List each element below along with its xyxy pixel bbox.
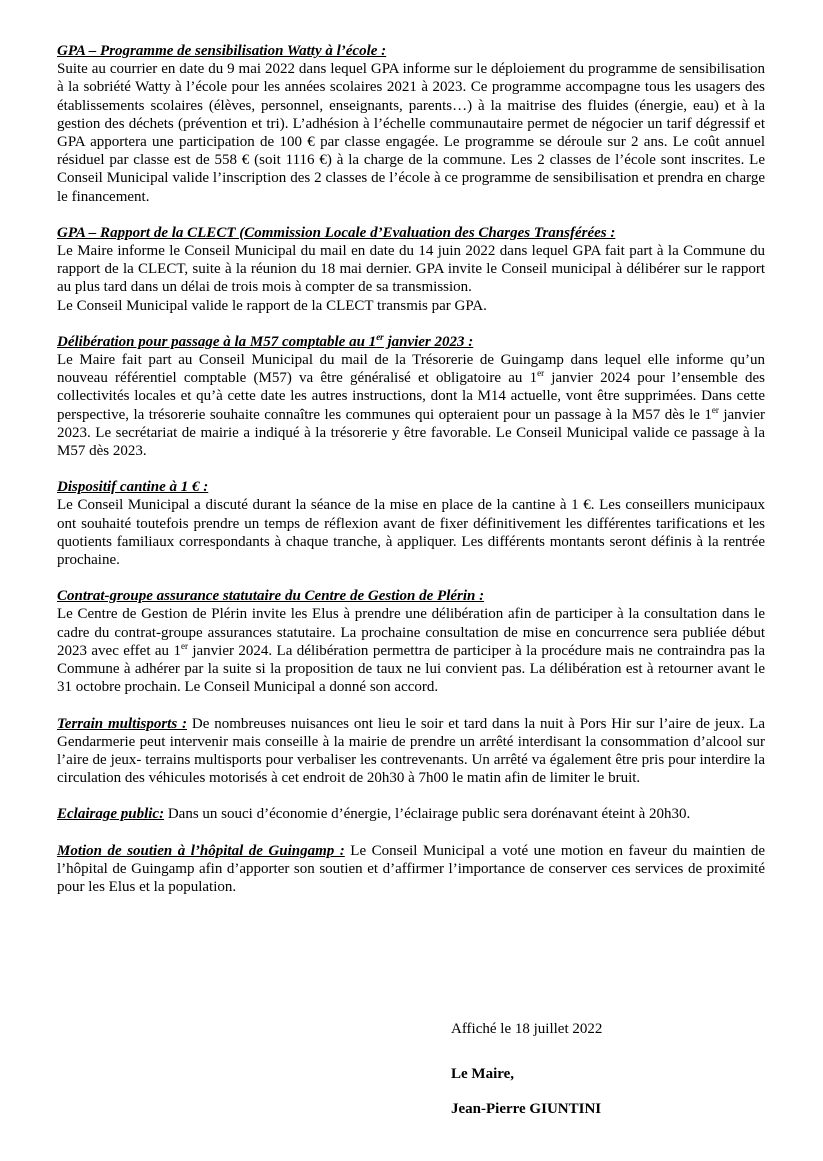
section-paragraph: Motion de soutien à l’hôpital de Guingamp : Le Conseil Municipal a voté une motion en faveur du maintien de l’hôpital de Guingamp afin d’apporter son soutien et d’affirmer l’importance de conserver ces services de proximité pour les Elus et la population. xyxy=(57,842,766,895)
section-cantine xyxy=(57,478,765,569)
signatory-role: Le Maire, xyxy=(451,1066,515,1082)
section-eclairage xyxy=(57,805,765,823)
section-heading: Dispositif cantine à 1 € : xyxy=(57,479,209,496)
section-assurance xyxy=(57,587,765,696)
section-paragraph: Terrain multisports : De nombreuses nuisances ont lieu le soir et tard dans la nuit à Pors Hir sur l’aire de jeux. La Gendarmerie peut intervenir mais conseille à la mairie de prendre un arrêté interdisant la consommation d’alcool sur l’aire de jeux- terrains multisports pour verbaliser les contrevenants. Un arrêté va également être pris pour interdire la circulation des véhicules motorisés à cet endroit de 20h30 à 7h00 le matin afin de limiter le bruit. xyxy=(57,715,765,787)
section-watty xyxy=(57,42,765,206)
section-paragraph: Suite au courrier en date du 9 mai 2022 dans lequel GPA informe sur le déploiement du programme de sensibilisation à la sobriété Watty à l’école pour les années scolaires 2021 à 2023. Ce programme accompagne tous les usagers des établissements scolaires (élèves, personnel, enseignants, parents…) à la maitrise des fluides (énergie, eau) et à la gestion des déchets (prévention et tri). L’adhésion à l’échelle communautaire permet de négocier un tarif dégressif et GPA apportera une participation de 100 € par classe engagée. Le programme se déroule sur 2 ans. Le coût annuel résiduel par classe est de 558 € (soit 1116 €) à la charge de la commune. Les 2 classes de l’école sont inscrites. Le Conseil Municipal valide l’inscription des 2 classes de l’école à ce programme de sensibilisation et prendra en charge le financement. xyxy=(57,61,765,205)
section-heading: GPA – Rapport de la CLECT (Commission Locale d’Evaluation des Charges Transférées : xyxy=(57,224,616,241)
posted-date: Affiché le 18 juillet 2022 xyxy=(451,1021,603,1037)
section-heading: Motion de soutien à l’hôpital de Guingamp : xyxy=(57,842,345,859)
section-multisports xyxy=(57,715,765,788)
section-motion xyxy=(57,842,765,897)
section-paragraph: Le Conseil Municipal a discuté durant la séance de la mise en place de la cantine à 1 €. Les conseillers municipaux ont souhaité toutefois prendre un temps de réflexion avant de fixer définitivement les différentes tarifications et les quotients familiaux correspondants à chaque tranche, à appliquer. Les différents montants seront définis à la rentrée prochaine. xyxy=(57,497,765,569)
section-heading: Eclairage public: xyxy=(57,806,165,823)
document-body xyxy=(57,42,765,914)
signatory-name: Jean-Pierre GIUNTINI xyxy=(451,1101,602,1117)
section-heading: Contrat-groupe assurance statutaire du Centre de Gestion de Plérin : xyxy=(57,588,485,605)
section-heading: Terrain multisports : xyxy=(57,715,188,732)
section-m57 xyxy=(57,333,765,460)
section-paragraph: Le Maire informe le Conseil Municipal du mail en date du 14 juin 2022 dans lequel GPA fait part à la Commune du rapport de la CLECT, suite à la réunion du 18 mai dernier. GPA invite le Conseil municipal à délibérer sur le rapport au plus tard dans un délai de trois mois à compter de sa transmission. xyxy=(57,243,765,296)
section-heading: GPA – Programme de sensibilisation Watty à l’école : xyxy=(57,43,387,59)
section-paragraph: Le Centre de Gestion de Plérin invite les Elus à prendre une délibération afin de participer à la consultation dans le cadre du contrat-groupe assurances statutaire. La prochaine consultation de mise en concurrence sera publiée début 2023 avec effet au 1er janvier 2024. La délibération permettra de participer à la procédure mais ne contraindra pas la Commune à adhérer par la suite si la proposition de taux ne lui convient pas. La délibération est à retourner avant le 31 octobre prochain. Le Conseil Municipal a donné son accord. xyxy=(57,606,765,696)
section-clect xyxy=(57,224,765,315)
section-heading: Délibération pour passage à la M57 comptable au 1er janvier 2023 : xyxy=(57,331,474,350)
section-paragraph: Le Maire fait part au Conseil Municipal du mail de la Trésorerie de Guingamp dans lequel elle informe qu’un nouveau référentiel comptable (M57) va être généralisé et obligatoire au 1er janvier 2024 pour l’ensemble des collectivités locales et qu’à cette date les autres instructions, dont la M14 actuelle, vont être supprimées. Dans cette perspective, la trésorerie souhaite connaître les communes qui opteraient pour un passage à la M57 dès le 1er janvier 2023. Le secrétariat de mairie a indiqué à la trésorerie y être favorable. Le Conseil Municipal valide ce passage à la M57 dès 2023. xyxy=(57,352,765,460)
section-paragraph: Le Conseil Municipal valide le rapport de la CLECT transmis par GPA. xyxy=(57,297,487,314)
section-paragraph: Eclairage public: Dans un souci d’économie d’énergie, l’éclairage public sera dorénavant éteint à 20h30. xyxy=(57,806,691,823)
